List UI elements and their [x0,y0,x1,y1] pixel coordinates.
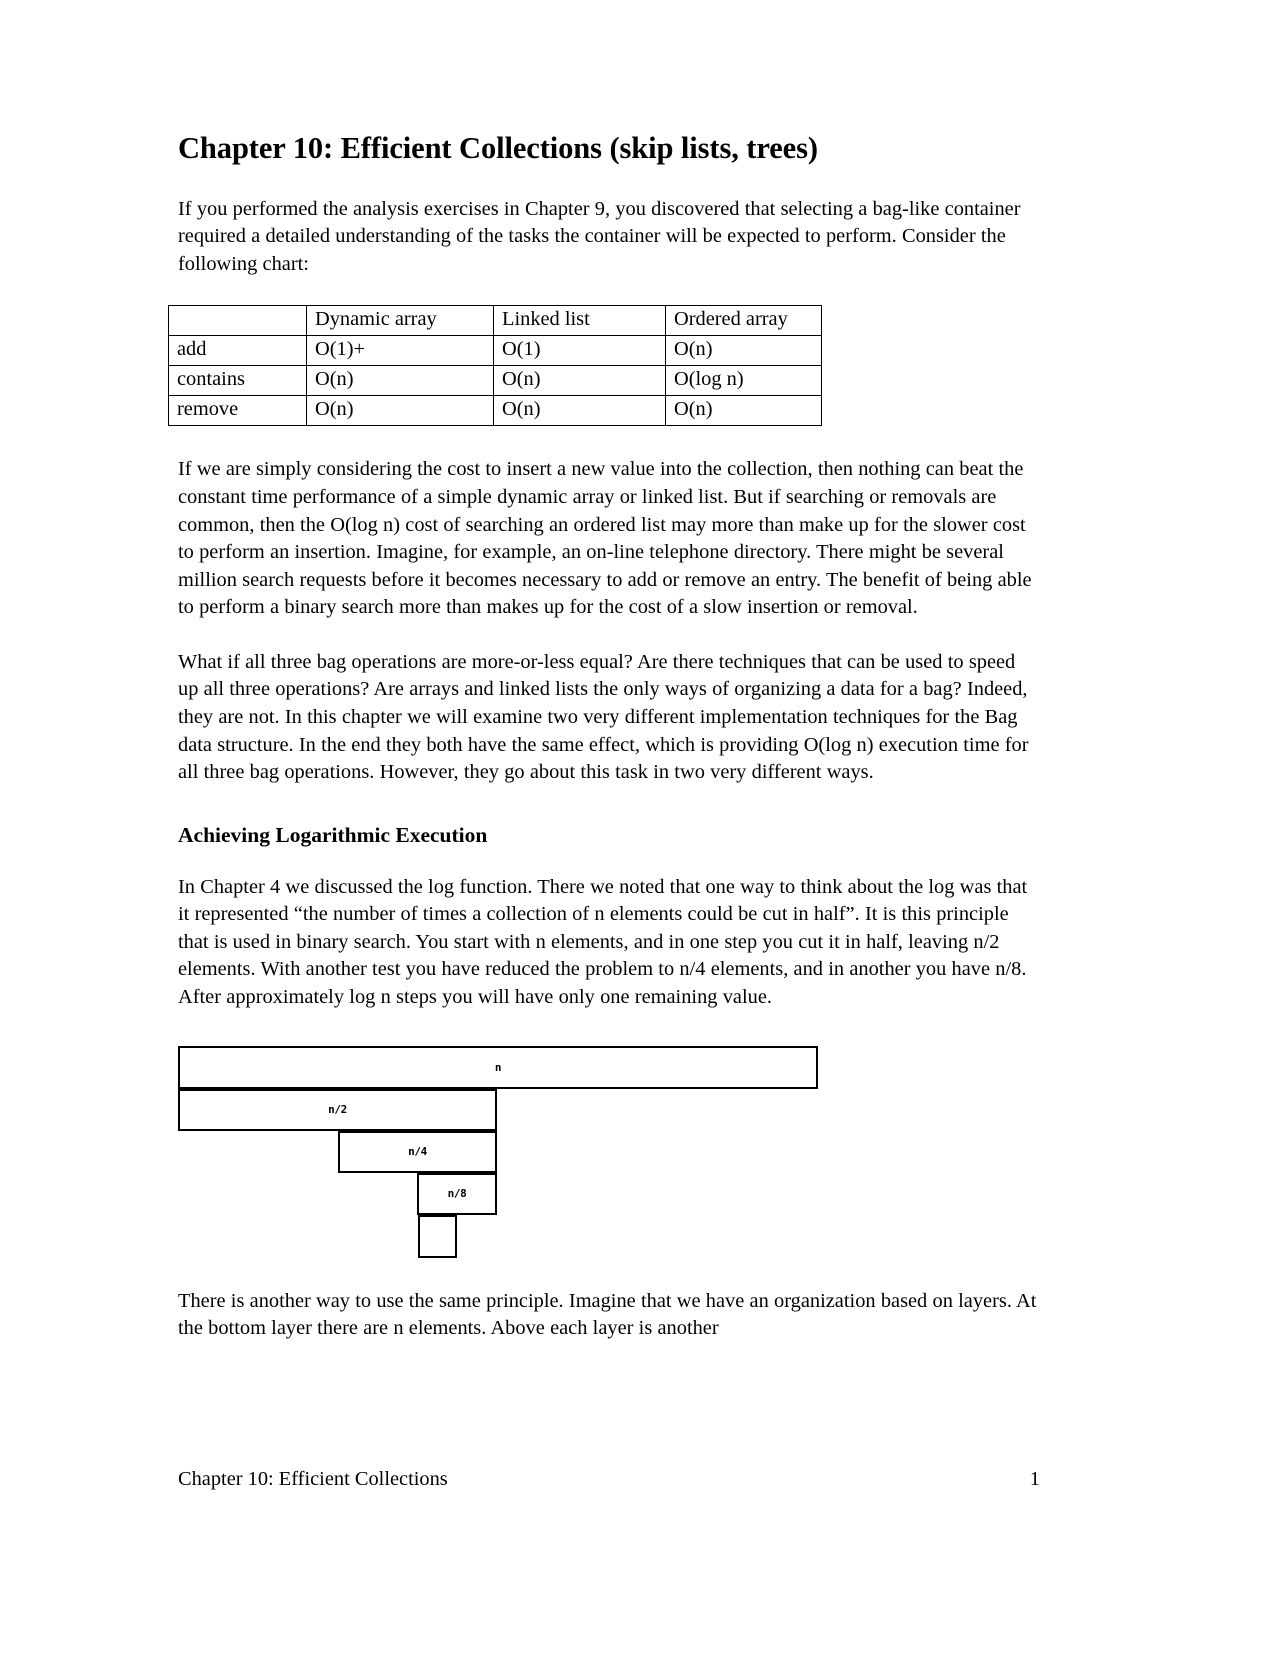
table-cell-ordered-array: O(n) [666,336,822,366]
table-cell-operation: contains [169,366,307,396]
table-cell-operation: add [169,336,307,366]
page-title: Chapter 10: Efficient Collections (skip lists, trees) [178,131,818,165]
table-row [169,336,822,366]
table-cell-ordered-array: O(n) [666,396,822,426]
table-cell-dynamic-array: O(n) [307,396,494,426]
halving-box-label: n/2 [328,1103,347,1117]
footer-chapter-label: Chapter 10: Efficient Collections [178,1468,448,1490]
complexity-table [168,305,822,426]
page-footer [178,1468,1040,1491]
table-cell-dynamic-array: O(n) [307,366,494,396]
table-cell-operation: remove [169,396,307,426]
paragraph-log-function: In Chapter 4 we discussed the log function. There we noted that one way to think about the log was that it represented “the number of times a collection of n elements could be cut in half”. It is this principle that is used in binary search. You start with n elements, and in one step you cut it in half, leaving n/2 elements. With another test you have reduced the problem to n/4 elements, and in another you have n/8. After approximately log n steps you will have only one remaining value. [178,875,1028,1008]
table-cell-linked-list: O(n) [494,396,666,426]
halving-box-label: n [494,1060,502,1074]
paragraph-insertion-cost: If we are simply considering the cost to insert a new value into the collection, then nothing can beat the constant time performance of a simple dynamic array or linked list. But if searching or removals are common, then the O(log n) cost of searching an ordered list may more than make up for the slower cost to perform an insertion. Imagine, for example, an on-line telephone directory. There might be several million search requests before it becomes necessary to add or remove an entry. The benefit of being able to perform a binary search more than makes up for the cost of a slow insertion or removal. [178,458,1032,619]
table-row [169,366,822,396]
halving-box-n-4 [338,1131,497,1173]
intro-paragraph: If you performed the analysis exercises in Chapter 9, you discovered that selecting a bag-like container required a detailed understanding of the tasks the container will be expected to perform. Consider the following chart: [178,197,1021,275]
page-content [178,132,1040,1370]
table-cell-dynamic-array: O(1)+ [307,336,494,366]
section-heading-achieving-logarithmic-execution: Achieving Logarithmic Execution [178,822,488,847]
halving-box-n-8 [417,1173,497,1215]
complexity-table-wrapper [178,305,1040,426]
halving-box-label: n/8 [447,1187,467,1201]
paragraph-three-operations: What if all three bag operations are more-or-less equal? Are there techniques that can be used to speed up all three operations? Are arrays and linked lists the only ways of organizing a data for a bag? Indeed, they are not. In this chapter we will examine two very different implementation techniques for the Bag data structure. In the end they both have the same effect, which is providing O(log n) execution time for all three bag operations. However, they go about this task in two very different ways. [178,650,1029,784]
halving-diagram [178,1046,1040,1258]
table-header-row [169,306,822,336]
table-header-dynamic-array: Dynamic array [307,306,494,336]
table-cell-ordered-array: O(log n) [666,366,822,396]
table-header-blank [169,306,307,336]
halving-box-n [178,1046,818,1089]
halving-box-final [418,1215,457,1258]
footer-page-number: 1 [1029,1468,1040,1490]
table-row [169,396,822,426]
table-cell-linked-list: O(n) [494,366,666,396]
table-cell-linked-list: O(1) [494,336,666,366]
halving-box-n-2 [178,1089,497,1131]
paragraph-layers: There is another way to use the same principle. Imagine that we have an organization based on layers. At the bottom layer there are n elements. Above each layer is another [178,1289,1037,1340]
table-header-linked-list: Linked list [494,306,666,336]
halving-box-label: n/4 [408,1145,427,1159]
table-header-ordered-array: Ordered array [666,306,822,336]
